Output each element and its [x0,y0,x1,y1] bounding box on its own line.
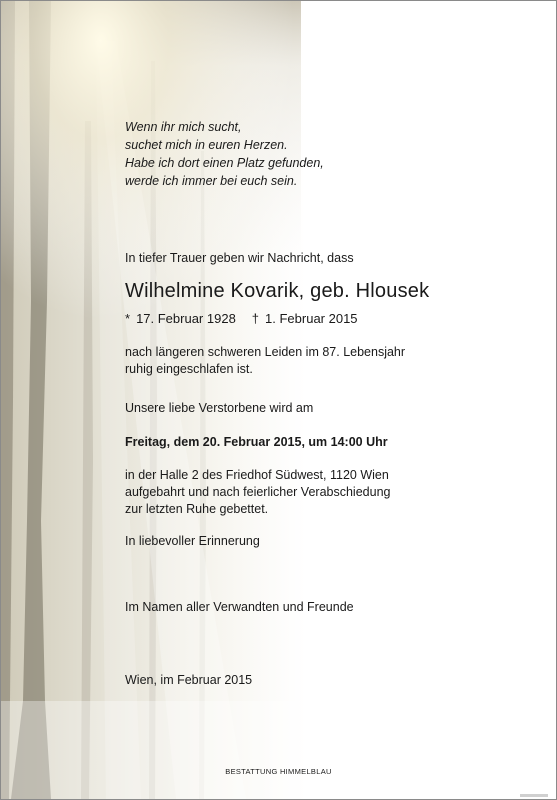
funeral-date: Freitag, dem 20. Februar 2015, um 14:00 Uhr [125,435,388,449]
funeral-home-footer [1,767,556,776]
poem-line: Wenn ihr mich sucht, [125,120,242,134]
poem-line: suchet mich in euren Herzen. [125,138,288,152]
place-date: Wien, im Februar 2015 [125,673,253,687]
memory-text: In liebevoller Erinnerung [125,534,260,548]
life-dates [125,310,358,327]
poem-line: Habe ich dort einen Platz gefunden, [125,156,324,170]
poem [125,118,324,190]
birth-date: 17. Februar 1928 [136,311,236,326]
location-line: zur letzten Ruhe gebettet. [125,502,269,516]
passing-line: ruhig eingeschlafen ist. [125,362,253,376]
location-line: aufgebahrt und nach feierlicher Verabschiedung [125,485,391,499]
poem-line: werde ich immer bei euch sein. [125,174,298,188]
funeral-home-name: BESTATTUNG HIMMELBLAU [225,767,332,776]
passing-line: nach längeren schweren Leiden im 87. Lebensjahr [125,345,406,359]
intro-text: In tiefer Trauer geben wir Nachricht, dass [125,251,354,265]
corner-mark [520,794,548,797]
deceased-name: Wilhelmine Kovarik, geb. Hlousek [125,280,430,302]
deceased-line: Unsere liebe Verstorbene wird am [125,401,314,415]
birth-symbol: * [125,311,131,326]
death-date: 1. Februar 2015 [265,311,358,326]
family-text: Im Namen aller Verwandten und Freunde [125,600,354,614]
death-symbol: † [251,311,260,326]
location-line: in der Halle 2 des Friedhof Südwest, 1120 Wien [125,468,389,482]
